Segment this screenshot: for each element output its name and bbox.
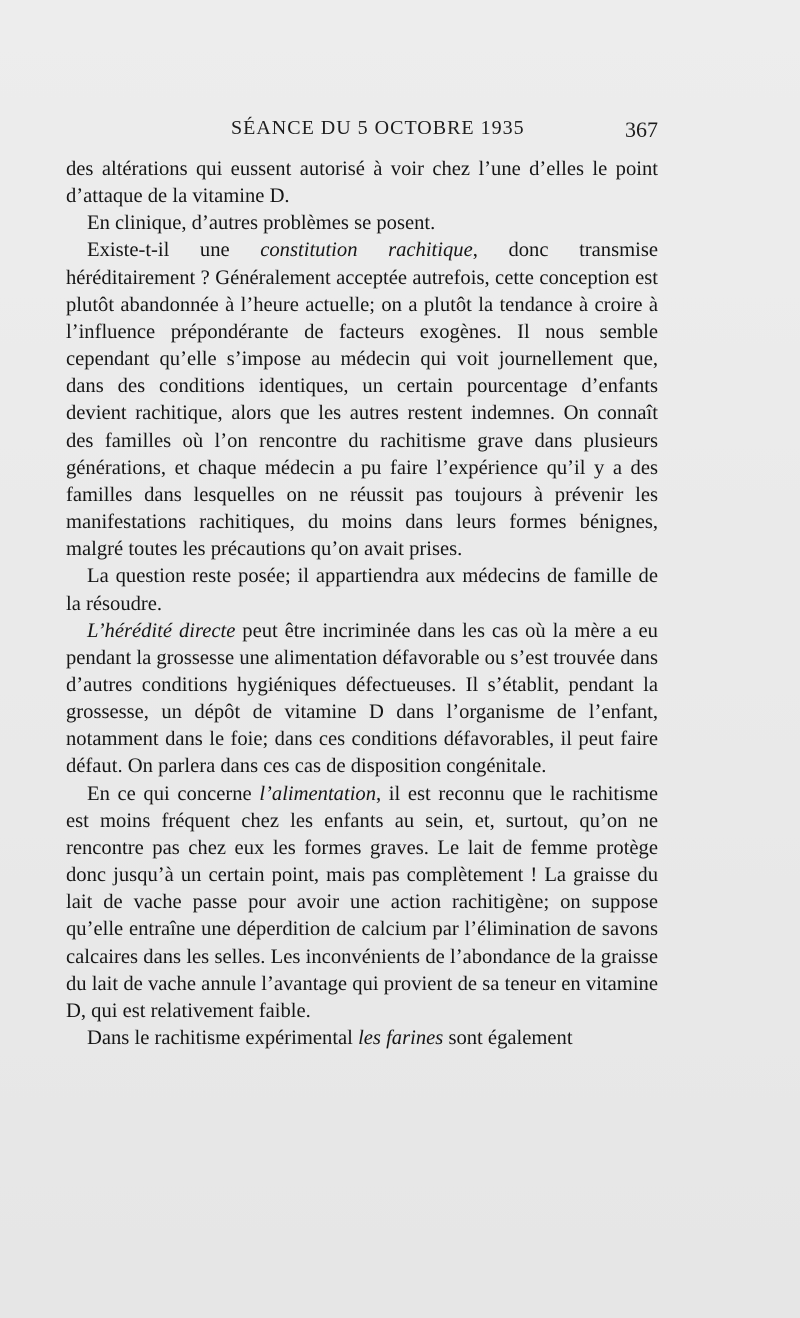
paragraph-6-italic: l’alimentation bbox=[259, 782, 377, 805]
page-number: 367 bbox=[625, 117, 658, 142]
paragraph-4 bbox=[66, 563, 658, 617]
paragraph-2 bbox=[66, 210, 658, 237]
paragraph-4-text: La question reste posée; il appartiendra aux médecins de famille de la résoudre. bbox=[66, 565, 658, 615]
paragraph-7-italic: les farines bbox=[358, 1027, 444, 1049]
paragraph-5-post: peut être incriminée dans les cas où la mère a eu pendant la grossesse une alimentation défavorable ou s’est trouvée dans d’autres conditions hygiéniques défectueuses. Il s’établit, pendant la grossesse, un dépôt de vitamine D dans l’organisme de l’enfant, notamment dans le foie; dans ces conditions défavorables, il peut faire défaut. On parlera dans ces cas de disposition congénitale. bbox=[66, 619, 658, 778]
paragraph-7-pre: Dans le rachitisme expérimental bbox=[87, 1027, 359, 1049]
paragraph-3-post: , donc transmise héréditairement ? Généralement acceptée autrefois, cette conception est plutôt abandonnée à l’heure actuelle; on a plutôt la tendance à croire à l’influence prépondérante de facteurs exogènes. Il nous semble cependant qu’elle s’impose au médecin qui voit journellement que, dans des conditions identiques, un certain pourcentage d’enfants devient rachitique, alors que les autres restent indemnes. On connaît des familles où l’on rencontre du rachitisme grave dans plusieurs générations, et chaque médecin a pu faire l’expérience qu’il y a des familles dans lesquelles on ne réussit pas toujours à prévenir les manifestations rachitiques, du moins dans leurs formes bénignes, malgré toutes les précautions qu’on avait prises. bbox=[66, 239, 658, 561]
paragraph-3-pre: Existe-t-il une bbox=[87, 239, 261, 262]
paragraph-1-text: des altérations qui eussent autorisé à voir chez l’une d’elles le point d’attaque de la vitamine D. bbox=[66, 158, 658, 208]
paragraph-6-pre: En ce qui concerne bbox=[87, 782, 260, 805]
paragraph-1 bbox=[66, 156, 658, 210]
page-header bbox=[66, 117, 658, 149]
paragraph-2-text: En clinique, d’autres problèmes se posent. bbox=[87, 212, 436, 235]
paragraph-6 bbox=[66, 781, 658, 1025]
paragraph-3-italic: constitution rachitique bbox=[260, 239, 473, 262]
paragraph-7-post: sont également bbox=[443, 1027, 573, 1049]
paragraph-3 bbox=[66, 237, 658, 563]
paragraph-5-italic: L’hérédité directe bbox=[87, 619, 236, 642]
paragraph-5 bbox=[66, 618, 658, 781]
body-text bbox=[66, 156, 658, 1052]
paragraph-6-post: , il est reconnu que le rachitisme est moins fréquent chez les enfants au sein, et, surtout, qu’on ne rencontre pas chez eux les formes graves. Le lait de femme protège donc jusqu’à un certain point, mais pas complètement ! La graisse du lait de vache passe pour avoir une action rachitigène; on suppose qu’elle entraîne une déperdition de calcium par l’élimination de savons calcaires dans les selles. Les inconvénients de l’abondance de la graisse du lait de vache annule l’avantage qui provient de sa teneur en vitamine D, qui est relativement faible. bbox=[66, 782, 658, 1022]
paragraph-7 bbox=[66, 1025, 658, 1052]
running-head: SÉANCE DU 5 OCTOBRE 1935 bbox=[231, 117, 525, 139]
